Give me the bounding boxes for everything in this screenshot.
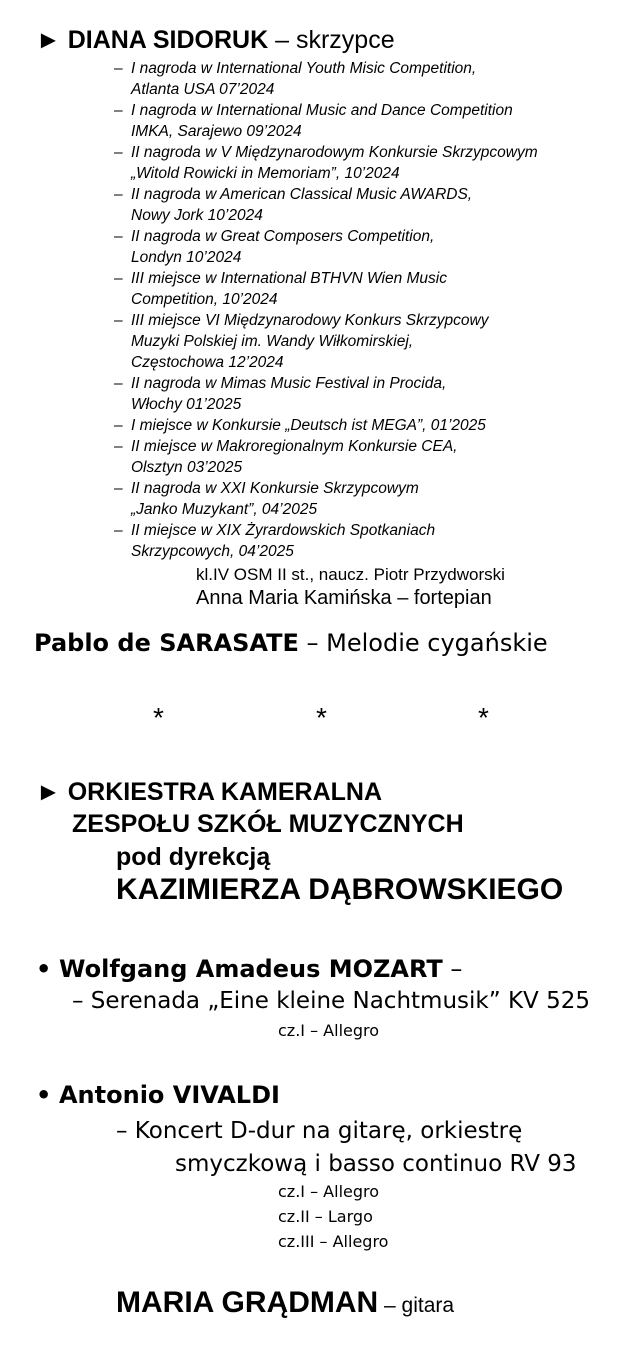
soloist-name: MARIA GRĄDMAN [116, 1286, 379, 1319]
mozart-work: – Serenada „Eine kleine Nachtmusik” KV 525 [72, 988, 590, 1014]
award-text: II miejsce w Makroregionalnym Konkursie CEA, [131, 438, 458, 455]
mozart-composer-line [36, 955, 462, 983]
award-text-cont: Atlanta USA 07’2024 [131, 81, 275, 98]
separator-star: * [316, 702, 327, 733]
award-text-cont: Nowy Jork 10’2024 [131, 207, 263, 224]
award-text-cont: Włochy 01’2025 [131, 396, 242, 413]
accompanist-line: Anna Maria Kamińska – fortepian [196, 587, 492, 609]
award-item: – III miejsce w International BTHVN Wien Music Competition, 10’2024 [114, 268, 538, 310]
award-text: II nagroda w XXI Konkursie Skrzypcowym [131, 480, 419, 497]
award-text: II miejsce w XIX Żyrardowskich Spotkaniach [131, 522, 436, 539]
piece-line [34, 629, 548, 657]
performer-heading [36, 26, 395, 55]
orchestra-school: ZESPOŁU SZKÓŁ MUZYCZNYCH [72, 810, 464, 838]
award-item: – III miejsce VI Międzynarodowy Konkurs Skrzypcowy Muzyki Polskiej im. Wandy Wiłkomirskiej, Częstochowa 12’2024 [114, 310, 538, 373]
award-item: – I nagroda w International Music and Dance Competition IMKA, Sarajewo 09’2024 [114, 100, 538, 142]
soloist-line [116, 1286, 454, 1320]
conductor-name: KAZIMIERZA DĄBROWSKIEGO [116, 873, 564, 906]
award-item: – II nagroda w American Classical Music AWARDS, Nowy Jork 10’2024 [114, 184, 538, 226]
award-text-cont: Częstochowa 12’2024 [131, 354, 284, 371]
arrow-marker-icon: ► [36, 26, 61, 54]
teacher-line: kl.IV OSM II st., naucz. Piotr Przydworski [196, 565, 505, 584]
award-item: – II nagroda w V Międzynarodowym Konkursie Skrzypcowym „Witold Rowicki in Memoriam”, 10’2024 [114, 144, 538, 182]
award-text-cont: Muzyki Polskiej im. Wandy Wiłkomirskiej, [131, 333, 414, 350]
separator-star: * [153, 702, 164, 733]
vivaldi-movement: cz.I – Allegro [278, 1182, 380, 1201]
awards-list [114, 58, 538, 562]
award-text-cont: Londyn 10’2024 [131, 249, 242, 266]
award-item: – II miejsce w Makroregionalnym Konkursie CEA, Olsztyn 03’2025 [114, 436, 538, 478]
vivaldi-work-line-1: – Koncert D-dur na gitarę, orkiestrę [116, 1118, 523, 1144]
award-item: – II miejsce w XIX Żyrardowskich Spotkaniach Skrzypcowych, 04’2025 [114, 520, 538, 562]
piece-composer: Pablo de SARASATE [34, 629, 299, 657]
award-text: II nagroda w Mimas Music Festival in Procida, [131, 375, 447, 392]
award-text-cont: „Witold Rowicki in Memoriam”, 10’2024 [131, 165, 400, 182]
mozart-composer: Wolfgang Amadeus MOZART [58, 955, 443, 983]
award-text: I nagroda w International Youth Misic Competition, [131, 60, 477, 77]
award-text-cont: IMKA, Sarajewo 09’2024 [131, 123, 302, 140]
award-text-cont: Skrzypcowych, 04’2025 [131, 543, 294, 560]
vivaldi-movement: cz.III – Allegro [278, 1232, 389, 1251]
performer-name: DIANA SIDORUK [67, 26, 269, 54]
vivaldi-work-line-2: smyczkową i basso continuo RV 93 [175, 1151, 577, 1177]
award-text: II nagroda w V Międzynarodowym Konkursie Skrzypcowym [131, 144, 538, 161]
mozart-movement: cz.I – Allegro [278, 1021, 380, 1040]
mozart-dash: – [442, 955, 463, 983]
orchestra-title: ► ORKIESTRA KAMERALNA [36, 778, 383, 806]
award-item: – II nagroda w Mimas Music Festival in Procida, Włochy 01’2025 [114, 373, 538, 415]
award-text: I miejsce w Konkursie „Deutsch ist MEGA”, 01’2025 [131, 417, 486, 434]
award-text: III miejsce w International BTHVN Wien Music [131, 270, 447, 287]
award-text: I nagroda w International Music and Dance Competition [131, 102, 513, 119]
award-text: II nagroda w Great Composers Competition, [131, 228, 435, 245]
award-item: – II nagroda w XXI Konkursie Skrzypcowym „Janko Muzykant”, 04’2025 [114, 478, 538, 520]
vivaldi-movement: cz.II – Largo [278, 1207, 373, 1226]
award-text-cont: Olsztyn 03’2025 [131, 459, 243, 476]
performer-instrument: – skrzypce [275, 26, 395, 54]
soloist-instrument: – gitara [378, 1294, 455, 1317]
bullet-icon: • [36, 1081, 52, 1109]
vivaldi-composer: Antonio VIVALDI [58, 1081, 280, 1109]
vivaldi-composer-line [36, 1081, 280, 1109]
separator-star: * [478, 702, 489, 733]
award-text-cont: Competition, 10’2024 [131, 291, 278, 308]
award-item: – II nagroda w Great Composers Competition, Londyn 10’2024 [114, 226, 538, 268]
award-text: III miejsce VI Międzynarodowy Konkurs Skrzypcowy [131, 312, 489, 329]
award-item: – I nagroda w International Youth Misic Competition, Atlanta USA 07’2024 [114, 58, 538, 100]
bullet-icon: • [36, 955, 52, 983]
award-item: – I miejsce w Konkursie „Deutsch ist MEGA”, 01’2025 [114, 415, 538, 436]
award-text: II nagroda w American Classical Music AWARDS, [131, 186, 473, 203]
orchestra-direction: pod dyrekcją [116, 843, 271, 871]
award-text-cont: „Janko Muzykant”, 04’2025 [131, 501, 318, 518]
piece-title: – Melodie cygańskie [306, 629, 548, 657]
